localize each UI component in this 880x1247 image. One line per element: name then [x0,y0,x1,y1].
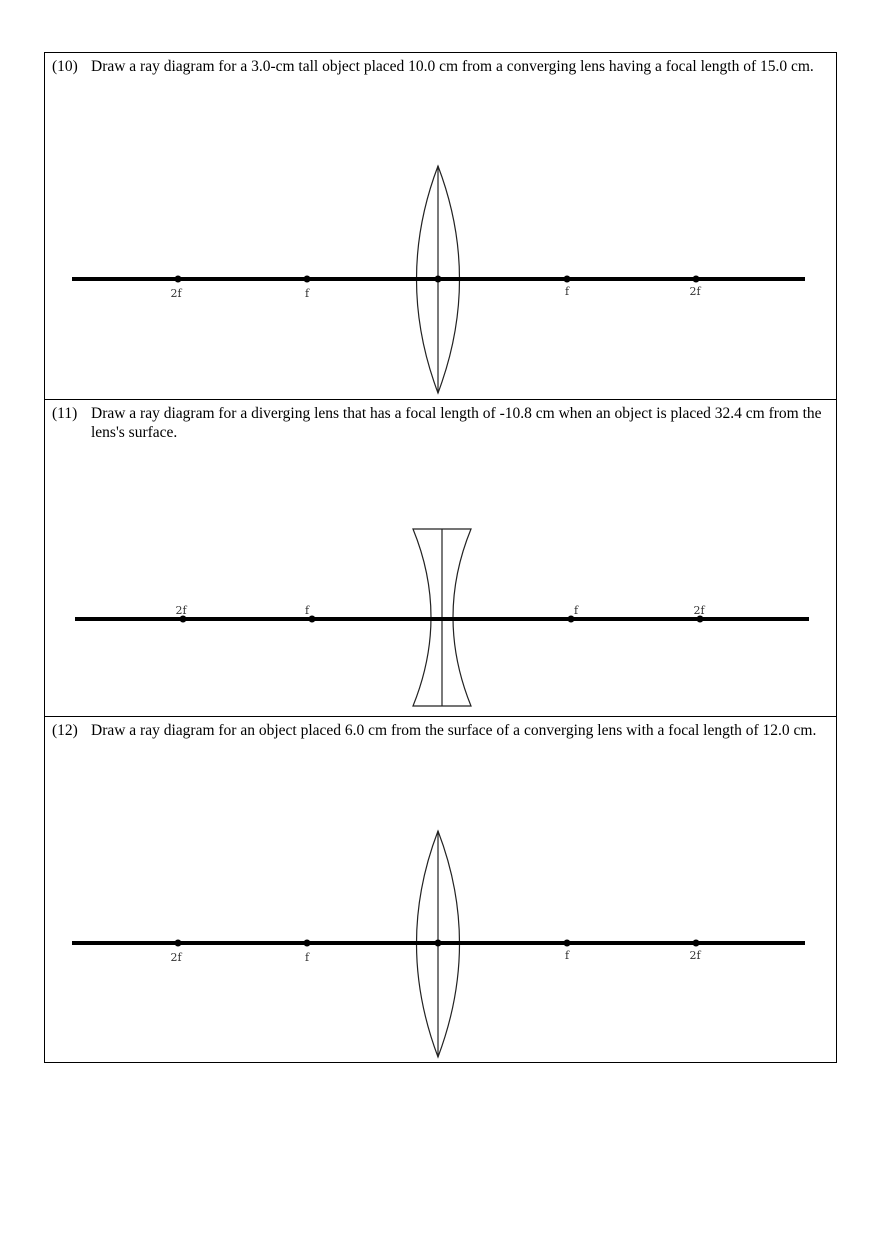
point-f-right [564,940,571,947]
question-text: Draw a ray diagram for an object placed 6.0 cm from the surface of a converging lens with a focal length of 12.0 cm. [91,722,817,739]
label-2f-right: 2f [689,285,701,298]
point-lens-center [435,276,442,283]
label-2f-right: 2f [693,604,705,617]
label-f-left: f [304,951,310,964]
label-2f-left: 2f [170,287,182,300]
question-text: Draw a ray diagram for a 3.0-cm tall object placed 10.0 cm from a converging lens having a focal length of 15.0 cm. [91,58,814,75]
question-cell-11 [45,400,836,717]
point-f-left [309,616,316,623]
point-lens-center [435,940,442,947]
point-2f-left [175,940,182,947]
question-number: (12) [52,722,78,739]
converging-lens-diagram-12 [45,717,836,1062]
label-f-left: f [304,287,310,300]
point-f-right [564,276,571,283]
question-number: (11) [52,405,78,422]
worksheet-table [44,52,837,1063]
label-2f-left: 2f [170,951,182,964]
converging-lens-diagram-10 [45,53,836,400]
question-number: (10) [52,58,78,75]
label-2f-right: 2f [689,949,701,962]
question-cell-10 [45,53,836,400]
question-cell-12 [45,717,836,1062]
label-f-right: f [573,604,579,617]
point-2f-right [693,276,700,283]
point-f-left [304,276,311,283]
label-f-right: f [564,949,570,962]
point-f-left [304,940,311,947]
label-2f-left: 2f [175,604,187,617]
question-text: Draw a ray diagram for a diverging lens that has a focal length of -10.8 cm when an object is placed 32.4 cm from the lens's surface. [91,405,822,441]
point-2f-right [693,940,700,947]
label-f-right: f [564,285,570,298]
diverging-lens-diagram-11 [45,400,836,717]
label-f-left: f [304,604,310,617]
point-2f-left [175,276,182,283]
